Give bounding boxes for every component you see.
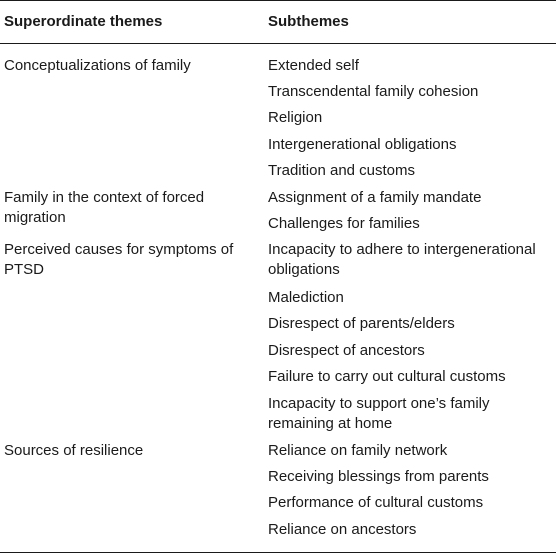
subtheme-cell: Malediction [268, 289, 344, 306]
subtheme-cell: Failure to carry out cultural customs [268, 368, 506, 385]
subtheme-cell: Tradition and customs [268, 162, 416, 179]
subtheme-cell: Reliance on ancestors [268, 521, 417, 538]
subtheme-cell: Incapacity to support one’s family remaining at home [268, 395, 490, 432]
subtheme-cell: Disrespect of parents/elders [268, 315, 455, 332]
table-bottom-rule [0, 552, 556, 553]
subtheme-cell: Challenges for families [268, 215, 420, 232]
theme-cell: Family in the context of forced migration [4, 189, 205, 226]
table-header-row [0, 0, 556, 44]
subtheme-cell: Transcendental family cohesion [268, 83, 479, 100]
subtheme-cell: Performance of cultural customs [268, 494, 484, 511]
header-superordinate-themes: Superordinate themes [4, 13, 163, 30]
subtheme-cell: Assignment of a family mandate [268, 189, 482, 206]
theme-cell: Perceived causes for symptoms of PTSD [4, 241, 234, 278]
theme-cell: Sources of resilience [4, 442, 144, 459]
header-subthemes: Subthemes [268, 13, 349, 30]
subtheme-cell: Incapacity to adhere to intergenerational obligations [268, 241, 536, 278]
subtheme-cell: Receiving blessings from parents [268, 468, 489, 485]
subtheme-cell: Disrespect of ancestors [268, 342, 425, 359]
subtheme-cell: Reliance on family network [268, 442, 448, 459]
subtheme-cell: Intergenerational obligations [268, 136, 457, 153]
subtheme-cell: Religion [268, 109, 323, 126]
subtheme-cell: Extended self [268, 57, 359, 74]
theme-cell: Conceptualizations of family [4, 57, 191, 74]
